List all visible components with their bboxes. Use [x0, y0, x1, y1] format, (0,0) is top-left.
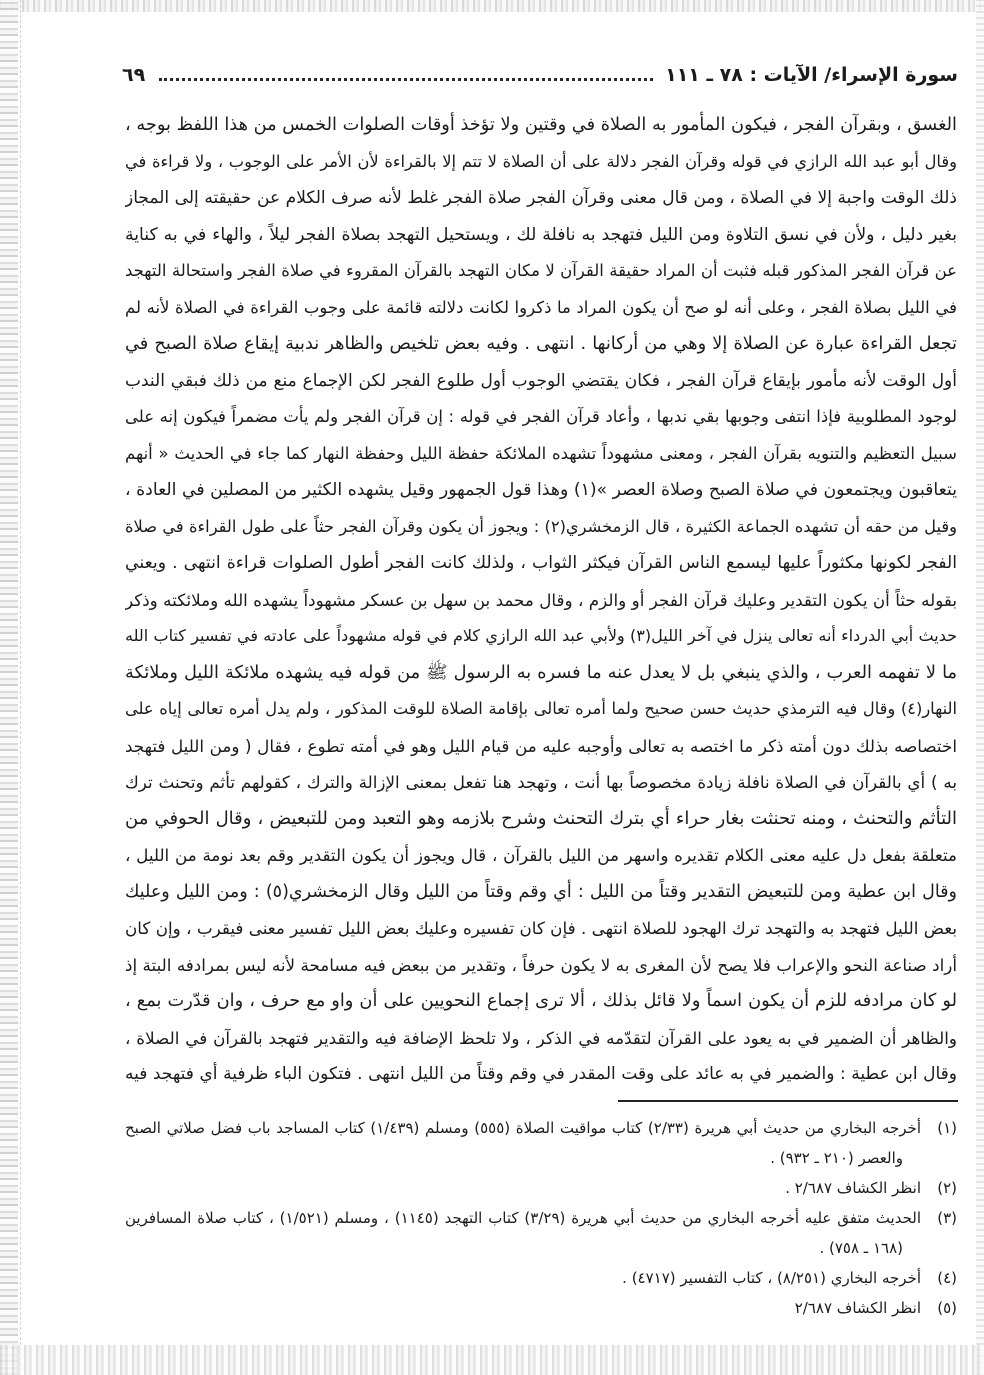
footnote	[125, 1173, 957, 1203]
footnote-number: (٣)	[937, 1209, 957, 1227]
text-line: أول الوقت لأنه مأمور بإيقاع قرآن الفجر ، فكان يقتضي الوجوب أول طلوع الفجر لكن الإجماع منع من ذلك فبقي الندب	[125, 370, 957, 391]
text-line: النهار(٤) وقال فيه الترمذي حديث حسن صحيح ولما أمره تعالى بإقامة الصلاة للوقت المذكور ، ولم يدل أمره تعالى إياه على	[125, 699, 957, 718]
text-line: عن قرآن الفجر المذكور قبله فثبت أن المراد حقيقة القرآن لا مكان التهجد بالقرآن المقروء في صلاة الفجر واستحالة التهجد	[125, 261, 957, 280]
text-line: وقال ابن عطية : والضمير في به عائد على وقت المقدر في وقم وقتاً من الليل انتهى . فتكون الباء ظرفية أي فتهجد فيه	[125, 1064, 957, 1084]
footnote-line: انظر الكشاف ٢/٦٨٧	[794, 1299, 921, 1317]
text-line: لوجود المطلوبية فإذا انتفى وجوبها بقي ندبها ، وأعاد قرآن الفجر في قوله : إن قرآن الفجر ولم يأت مضمراً فيكون إنه على	[125, 407, 957, 426]
footnote-line: أخرجه البخاري من حديث أبي هريرة (٢/٣٣) كتاب مواقيت الصلاة (٥٥٥) ومسلم (١/٤٣٩) كتاب المساجد باب فضل صلاتي الصبح	[125, 1119, 921, 1137]
text-line: به ) أي بالقرآن في الصلاة نافلة زيادة مخصوصاً بها أنت ، وتهجد هنا تفعل بمعنى الإزالة والترك ، كقولهم تأثم وتحنث ترك	[125, 772, 957, 792]
text-line: سبيل التعظيم والتنويه بقرآن الفجر ، ومعنى مشهوداً تشهده الملائكة حفظة الليل وحفظة النهار كما جاء في الحديث « أنهم	[125, 443, 957, 463]
text-line: وقيل من حقه أن تشهده الجماعة الكثيرة ، قال الزمخشري(٢) : ويجوز أن يكون وقرآن الفجر حثاً على طول القراءة في صلاة	[125, 516, 957, 536]
footnote-line: انظر الكشاف ٢/٦٨٧ .	[785, 1179, 921, 1197]
footnote-line: (١٦٨ ـ ٧٥٨) .	[819, 1239, 903, 1257]
footnote-line: أخرجه البخاري (٨/٢٥١) ، كتاب التفسير (٤٧١٧) .	[622, 1269, 921, 1287]
text-line: التأثم والتحنث ، ومنه تحنثت بغار حراء أي بترك التحنث وشرح بلازمه وهو التعبد ومن للتبعيض ، وقال الحوفي من	[125, 807, 957, 829]
footnotes	[125, 1113, 957, 1323]
footnote	[125, 1203, 957, 1263]
footnote	[125, 1113, 957, 1173]
text-line: متعلقة بفعل دل عليه معنى الكلام تقديره واسهر من الليل بالقرآن ، قال ويجوز أن يكون التقدير وقم بعد نومة من الليل ،	[125, 845, 957, 865]
footnote-number: (٤)	[937, 1269, 957, 1287]
text-line: لو كان مرادفه للزم أن يكون اسماً ولا قائل بذلك ، ألا ترى إجماع النحويين على أن واو مع حرف ، وان قدّرت بمع ،	[125, 991, 957, 1011]
text-line: ما لا تفهمه العرب ، والذي ينبغي بل لا يعدل عنه ما فسره به الرسول ﷺ من قوله فيه يشهده ملائكة الليل وملائكة	[125, 662, 957, 683]
scan-edge-right	[976, 0, 984, 1375]
footnote-text	[125, 1263, 921, 1293]
text-line: الفجر لكونها مكثوراً عليها ليسمع الناس القرآن فيكثر الثواب ، ولذلك كانت الفجر أطول الصلوات قراءة انتهى . ويعني	[125, 553, 957, 573]
footnote	[125, 1263, 957, 1293]
text-line: والظاهر أن الضمير في به يعود على القرآن لتقدّمه في الذكر ، ولا تلحظ الإضافة فيه والتقدير فتهجد بالقرآن في الصلاة ،	[125, 1027, 957, 1048]
running-header	[122, 60, 958, 90]
text-line: بعض الليل فتهجد به والتهجد ترك الهجود للصلاة انتهى . فإن كان تفسيره وعليك بعض الليل تفسير معنى فيقرب ، وإن كان	[125, 918, 957, 938]
header-title: سورة الإسراء/ الآيات : ٧٨ ـ ١١١	[665, 64, 958, 86]
text-line: اختصاصه بذلك دون أمته ذكر ما اختصه به تعالى وأوجبه عليه من قيام الليل وهو في أمته تطوع ، فقال ( ومن الليل فتهجد	[125, 735, 957, 756]
text-line: في الليل بصلاة الفجر ، وعلى أنه لو صح أن يكون المراد ما ذكروا لكانت دلالته قائمة على وجوب القراءة في الصلاة لأنه لم	[125, 297, 957, 317]
footnote-number: (٥)	[937, 1299, 957, 1317]
footnote-line: والعصر (٢١٠ ـ ٩٣٢) .	[770, 1149, 903, 1167]
footnote	[125, 1293, 957, 1323]
body-text	[125, 107, 957, 1093]
scan-edge-left	[0, 0, 18, 1375]
footnote-text	[125, 1173, 921, 1203]
header-dot-leader	[159, 78, 653, 81]
text-line: بغير دليل ، ولأن في نسق التلاوة ومن الليل فتهجد به نافلة لك ، ويستحيل التهجد بصلاة الفجر ليلاً ، والهاء في به كناية	[125, 224, 957, 245]
footnote-number: (١)	[937, 1119, 957, 1137]
text-line: وقال أبو عبد الله الرازي في قوله وقرآن الفجر دلالة على أن الصلاة لا تتم إلا بالقراءة لأن الأمر على الوجوب ، ولا قراءة في	[125, 151, 957, 171]
text-line: تجعل القراءة عبارة عن الصلاة إلا وهي من أركانها . انتهى . وفيه بعض تلخيص والظاهر ندبية إيقاع صلاة الصبح في	[125, 334, 957, 354]
text-line: الغسق ، وبقرآن الفجر ، فيكون المأمور به الصلاة في وقتين ولا تؤخذ أوقات الصلوات الخمس من هذا اللفظ بوجه ،	[125, 115, 957, 135]
footnote-number: (٢)	[937, 1179, 957, 1197]
scan-edge-left-line	[20, 0, 21, 1375]
text-line: حديث أبي الدرداء أنه تعالى ينزل في آخر الليل(٣) ولأبي عبد الله الرازي كلام في قوله مشهوداً على عادته في تفسير كتاب الله	[125, 626, 957, 645]
footnote-text	[125, 1113, 921, 1173]
scan-edge-bottom	[0, 1345, 984, 1375]
scan-edge-top	[0, 0, 984, 12]
text-line: بقوله حثاً أن يكون التقدير وعليك قرآن الفجر أو والزم ، وقال محمد بن سهل بن عسكر مشهوداً يشهده الله وملائكته وذكر	[125, 589, 957, 610]
page-number: ٦٩	[122, 64, 146, 86]
footnote-line: الحديث متفق عليه أخرجه البخاري من حديث أبي هريرة (٣/٢٩) كتاب التهجد (١١٤٥) ، ومسلم (١/٥٢١) ، كتاب صلاة المسافرين	[125, 1209, 921, 1227]
footnote-text	[125, 1203, 921, 1263]
footnote-separator	[618, 1100, 958, 1102]
footnote-text	[125, 1293, 921, 1323]
text-line: أراد صناعة النحو والإعراب فلا يصح لأن المغرى به لا يكون حرفاً ، وتقدير من ببعض فيه مسامحة لأنه ليس بمرادفه البتة إذ	[125, 954, 957, 975]
text-line: ذلك الوقت واجبة إلا في الصلاة ، ومن قال معنى وقرآن الفجر صلاة الفجر غلط لأنه صرف الكلام عن حقيقته إلى المجاز	[125, 188, 957, 208]
text-line: يتعاقبون ويجتمعون في صلاة الصبح وصلاة العصر »(١) وهذا قول الجمهور وقيل يشهده الكثير من المصلين في العادة ،	[125, 480, 957, 500]
text-line: وقال ابن عطية ومن للتبعيض التقدير وقتاً من الليل : أي وقم وقتاً من الليل وقال الزمخشري(٥) : ومن الليل وعليك	[125, 881, 957, 902]
